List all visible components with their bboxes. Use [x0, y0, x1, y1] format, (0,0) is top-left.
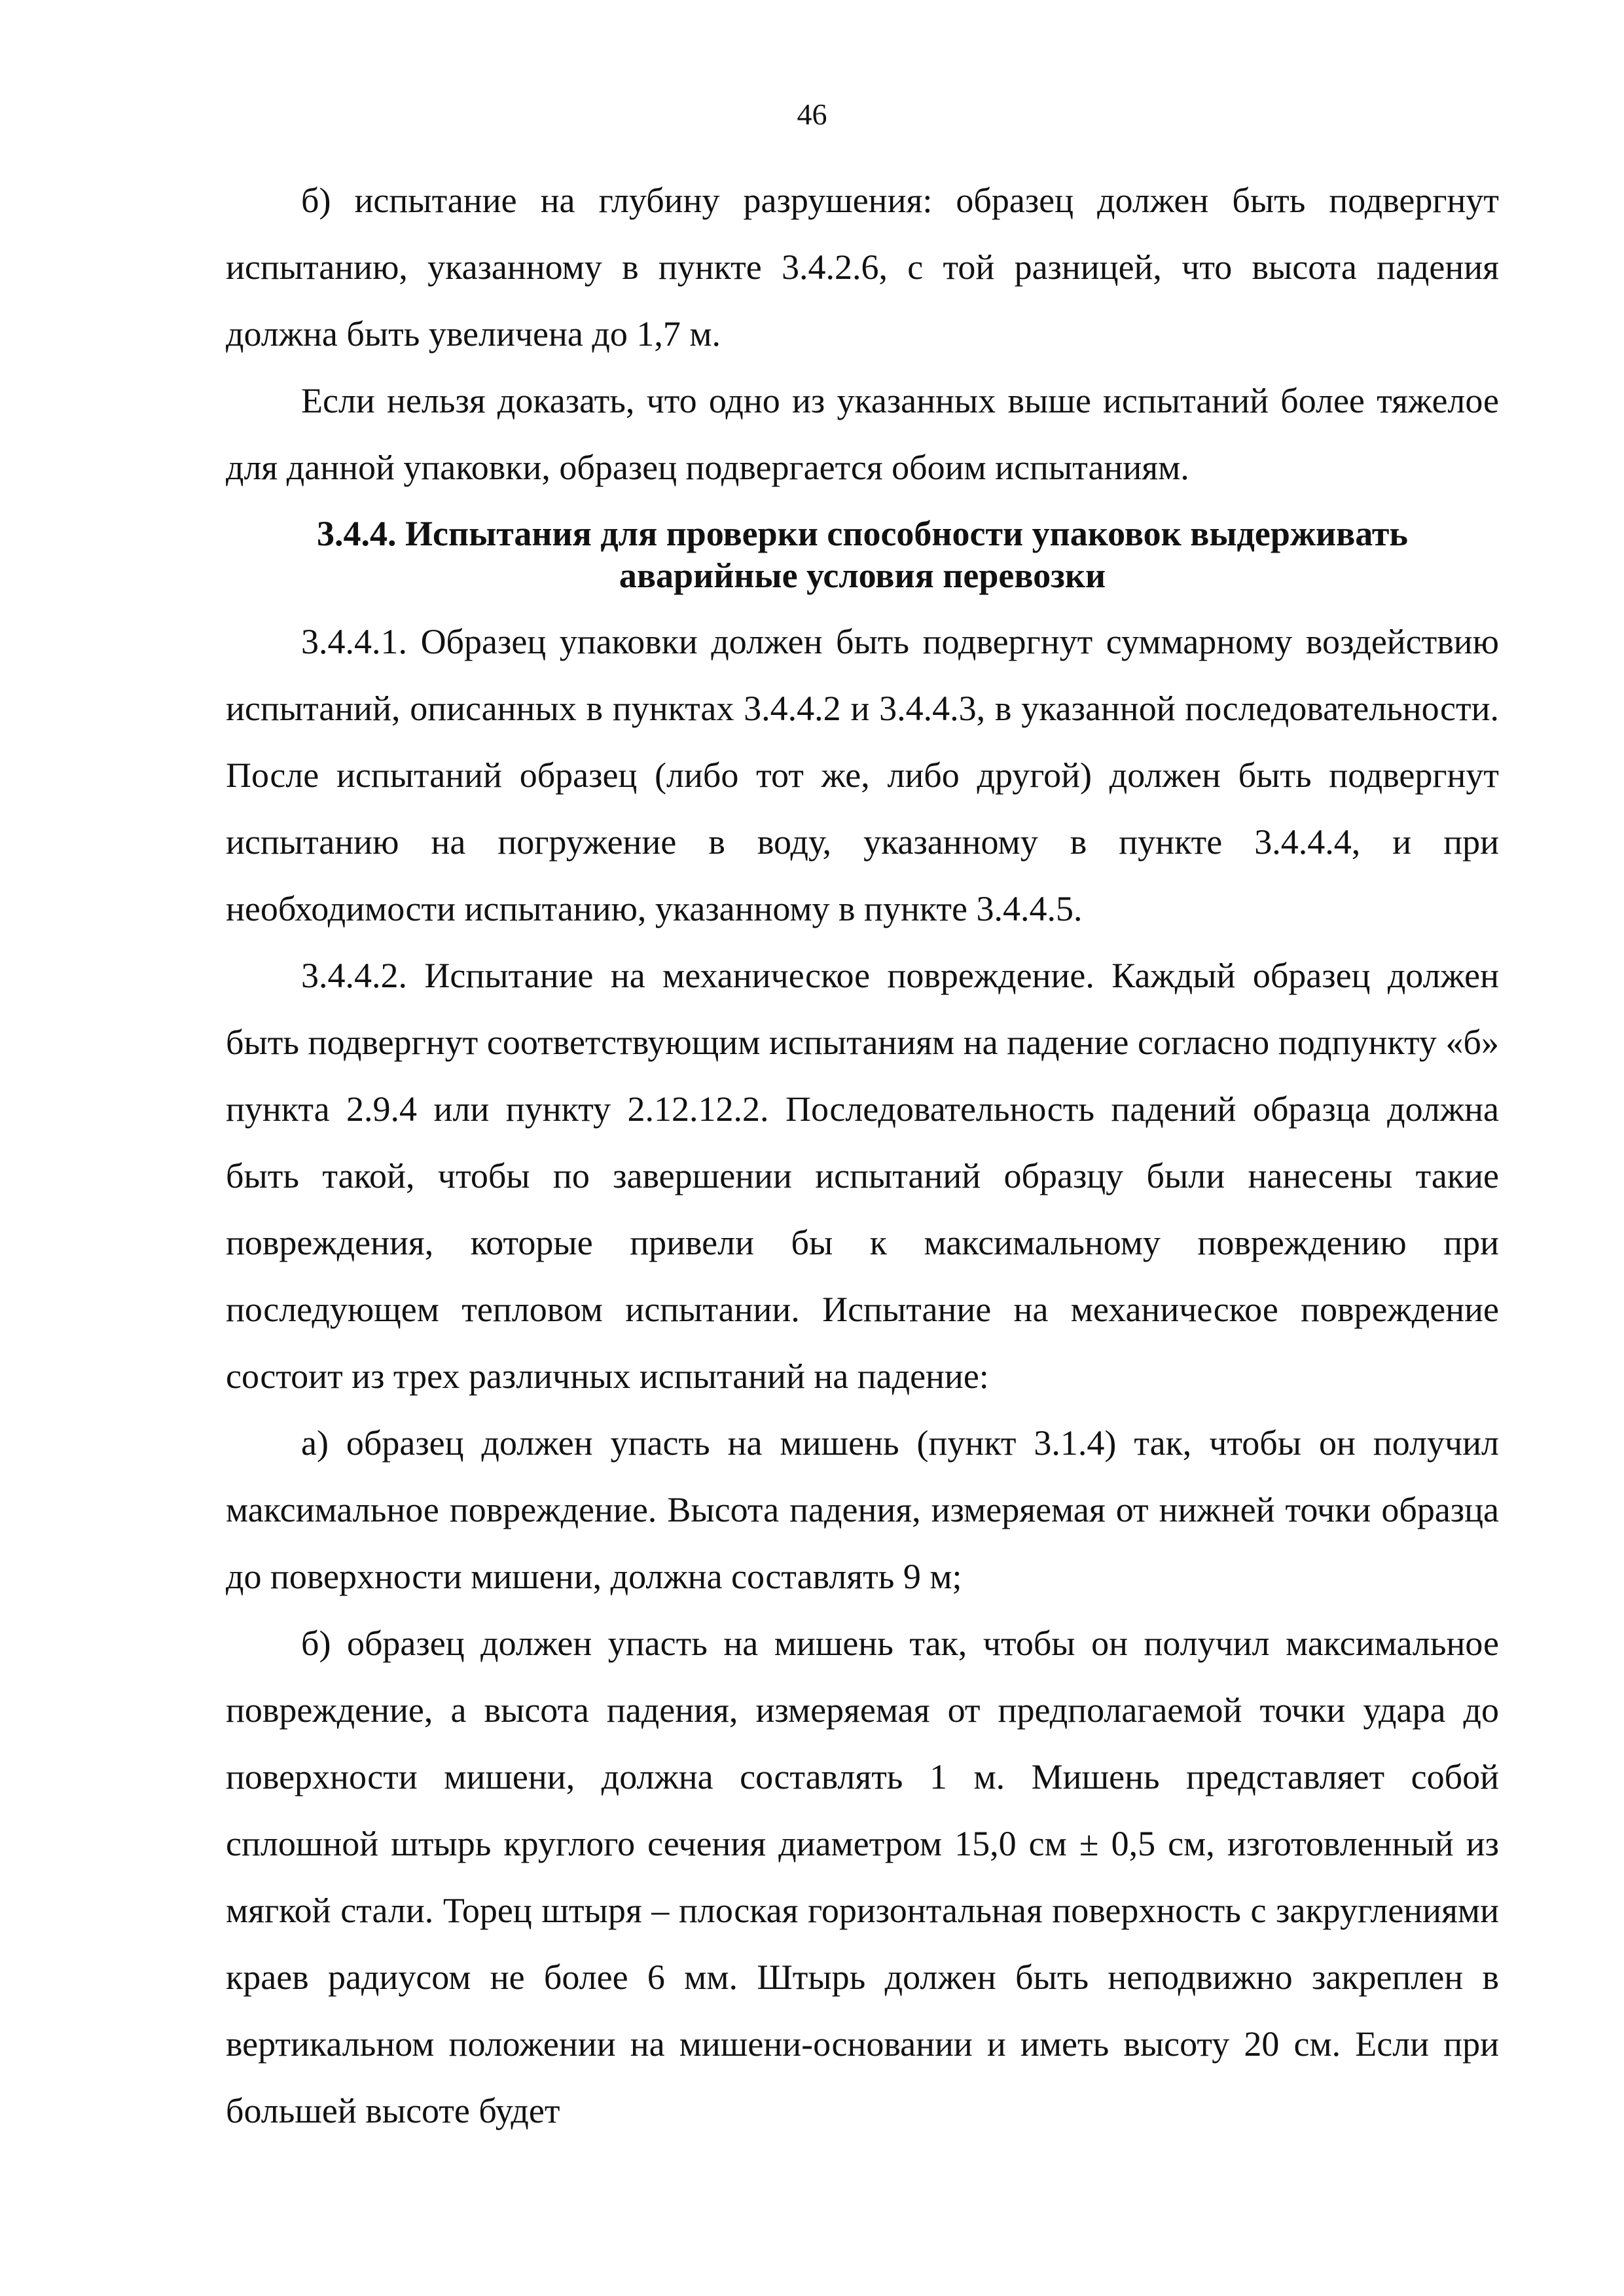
document-body [226, 167, 1499, 2144]
paragraph-item-b: б) образец должен упасть на мишень так, чтобы он получил максимальное повреждение, а высота падения, измеряемая от предполагаемой точки удара до поверхности мишени, должна составлять 1 м. Мишень представляет собой сплошной штырь круглого сечения диаметром 15,0 см ± 0,5 см, изготовленный из мягкой стали. Торец штыря – плоская горизонтальная поверхность с закруглениями краев радиусом не более 6 мм. Штырь должен быть неподвижно закреплен в вертикальном положении на мишени-основании и иметь высоту 20 см. Если при большей высоте будет [226, 1624, 1499, 2130]
section-heading-line-2: аварийные условия перевозки [619, 556, 1106, 595]
section-heading-line-1: 3.4.4. Испытания для проверки способности упаковок выдерживать [317, 514, 1408, 553]
section-heading [226, 513, 1499, 596]
paragraph-item-a: а) образец должен упасть на мишень (пункт 3.1.4) так, чтобы он получил максимальное повреждение. Высота падения, измеряемая от нижней точки образца до поверхности мишени, должна составлять 9 м; [226, 1423, 1499, 1596]
page-number: 46 [797, 98, 827, 131]
paragraph-3-4-4-1: 3.4.4.1. Образец упаковки должен быть подвергнут суммарному воздействию испытаний, описанных в пунктах 3.4.4.2 и 3.4.4.3, в указанной последовательности. После испытаний образец (либо тот же, либо другой) должен быть подвергнут испытанию на погружение в воду, указанному в пункте 3.4.4.4, и при необходимости испытанию, указанному в пункте 3.4.4.5. [226, 622, 1499, 928]
paragraph-3-4-4-2: 3.4.4.2. Испытание на механическое повреждение. Каждый образец должен быть подвергнут соответствующим испытаниям на падение согласно подпункту «б» пункта 2.9.4 или пункту 2.12.12.2. Последовательность падений образца должна быть такой, чтобы по завершении испытаний образцу были нанесены такие повреждения, которые привели бы к максимальному повреждению при последующем тепловом испытании. Испытание на механическое повреждение состоит из трех различных испытаний на падение: [226, 956, 1499, 1396]
paragraph-both-tests: Если нельзя доказать, что одно из указанных выше испытаний более тяжелое для данной упаковки, образец подвергается обоим испытаниям. [226, 381, 1499, 487]
paragraph-drop-depth-test: б) испытание на глубину разрушения: образец должен быть подвергнут испытанию, указанному в пункте 3.4.2.6, с той разницей, что высота падения должна быть увеличена до 1,7 м. [226, 181, 1499, 354]
